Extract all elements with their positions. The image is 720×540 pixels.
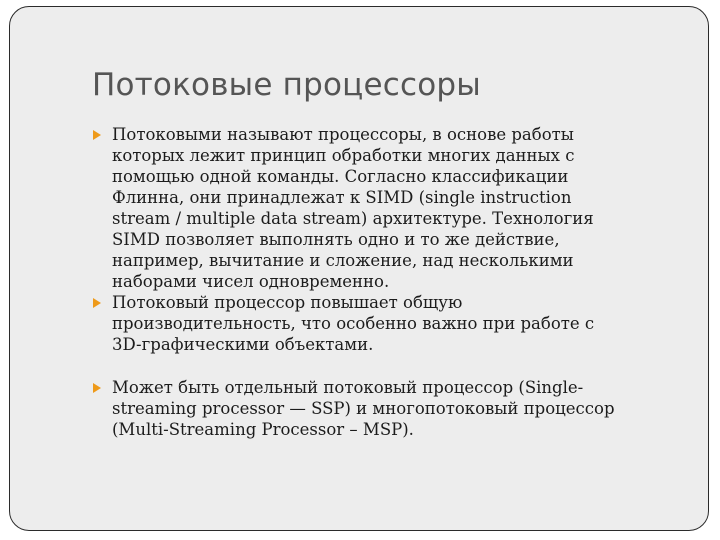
bullet-line: Может быть отдельный потоковый процессор (Single- [112,378,584,397]
bullet-line: наборами чисел одновременно. [112,272,390,291]
bullet-item [92,377,692,440]
triangle-bullet-icon [93,130,101,140]
triangle-bullet-icon [93,383,101,393]
slide [9,6,709,531]
bullet-line: Потоковый процессор повышает общую [112,293,463,312]
bullet-line: stream / multiple data stream) архитектуре. Технология [112,209,594,228]
bullet-item [92,124,692,292]
bullet-list [92,124,692,440]
bullet-line: streaming processor — SSP) и многопотоковый процессор [112,399,615,418]
triangle-bullet-icon [93,298,101,308]
slide-title: Потоковые процессоры [92,67,481,103]
bullet-line: производительность, что особенно важно при работе с [112,314,595,333]
bullet-line: помощью одной команды. Согласно классификации [112,167,569,186]
bullet-line: Потоковыми называют процессоры, в основе работы [112,125,574,144]
bullet-line: (Multi-Streaming Processor – MSP). [112,420,414,439]
bullet-line: например, вычитание и сложение, над несколькими [112,251,574,270]
bullet-line: Флинна, они принадлежат к SIMD (single instruction [112,188,572,207]
bullet-item [92,292,692,355]
bullet-line: которых лежит принцип обработки многих данных с [112,146,575,165]
bullet-line: 3D-графическими объектами. [112,335,374,354]
bullet-line: SIMD позволяет выполнять одно и то же действие, [112,230,560,249]
